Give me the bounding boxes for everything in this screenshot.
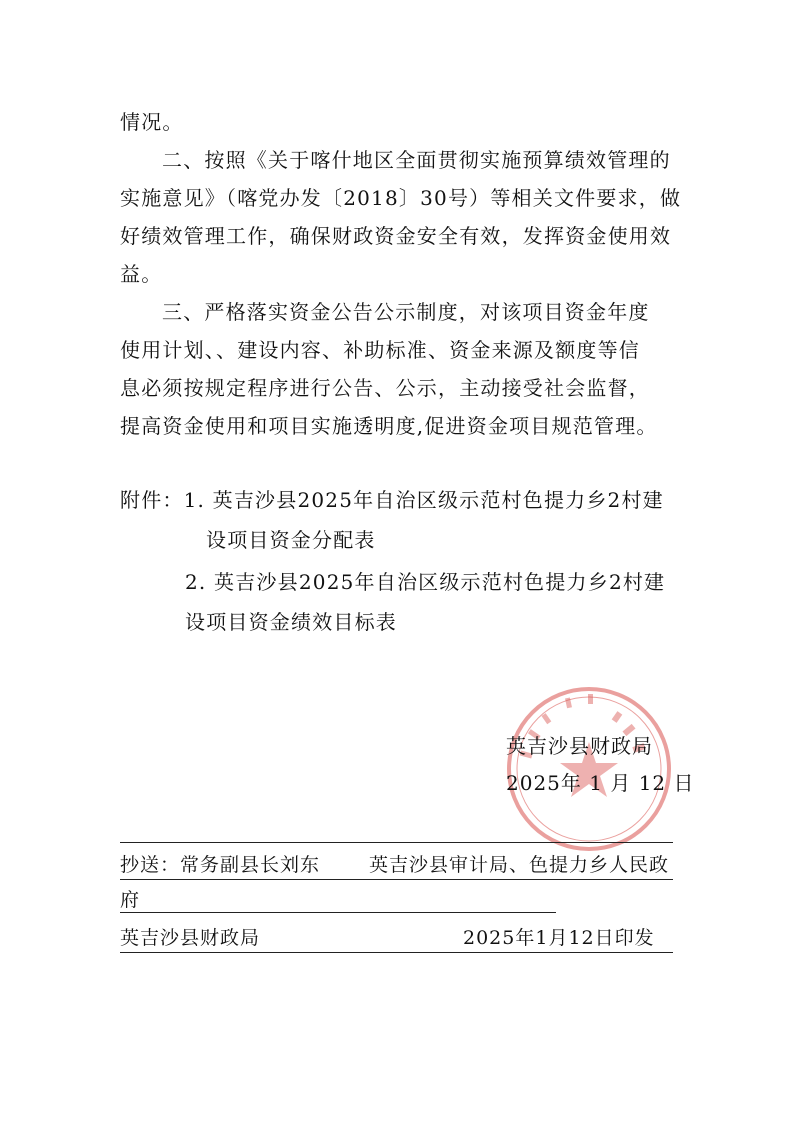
attachment-2-line-2: 设项目资金绩效目标表 (185, 610, 397, 634)
body-line-7: 使用计划、、建设内容、补助标准、资金来源及额度等信 (120, 338, 640, 362)
body-line-5: 益。 (120, 262, 163, 286)
issue-date: 2025年1月12日印发 (463, 927, 655, 949)
attachment-1-line-1: 附件：1. 英吉沙县2025年自治区级示范村色提力乡2村建 (120, 488, 664, 512)
body-line-8: 息必须按规定程序进行公告、公示，主动接受社会监督， (120, 376, 650, 400)
footer-top-rule (120, 842, 673, 843)
cc-recipients-right: 英吉沙县审计局、色提力乡人民政 (369, 854, 670, 876)
body-line-1: 情况。 (120, 110, 184, 134)
cc-continued-underline (120, 912, 556, 913)
cc-recipients-left: 抄送：常务副县长刘东 (120, 854, 321, 876)
signature-org: 英吉沙县财政局 (506, 734, 653, 758)
body-line-9: 提高资金使用和项目实施透明度,促进资金项目规范管理。 (120, 414, 658, 438)
official-seal (504, 684, 674, 854)
signature-date: 2025年 1 月 12 日 (506, 771, 695, 795)
body-line-6: 三、严格落实资金公告公示制度，对该项目资金年度 (162, 300, 650, 324)
body-line-2: 二、按照《关于喀什地区全面贯彻实施预算绩效管理的 (162, 148, 671, 172)
body-line-4: 好绩效管理工作，确保财政资金安全有效，发挥资金使用效 (120, 224, 672, 248)
issuer-name: 英吉沙县财政局 (120, 927, 261, 949)
footer-bottom-rule (120, 952, 673, 953)
attachment-1-line-2: 设项目资金分配表 (206, 528, 376, 552)
cc-recipients-continued: 府 (120, 889, 141, 911)
body-line-3: 实施意见》（喀党办发〔2018〕30号）等相关文件要求，做 (120, 186, 682, 210)
attachment-2-line-1: 2. 英吉沙县2025年自治区级示范村色提力乡2村建 (185, 570, 666, 594)
cc-underline (120, 879, 673, 880)
